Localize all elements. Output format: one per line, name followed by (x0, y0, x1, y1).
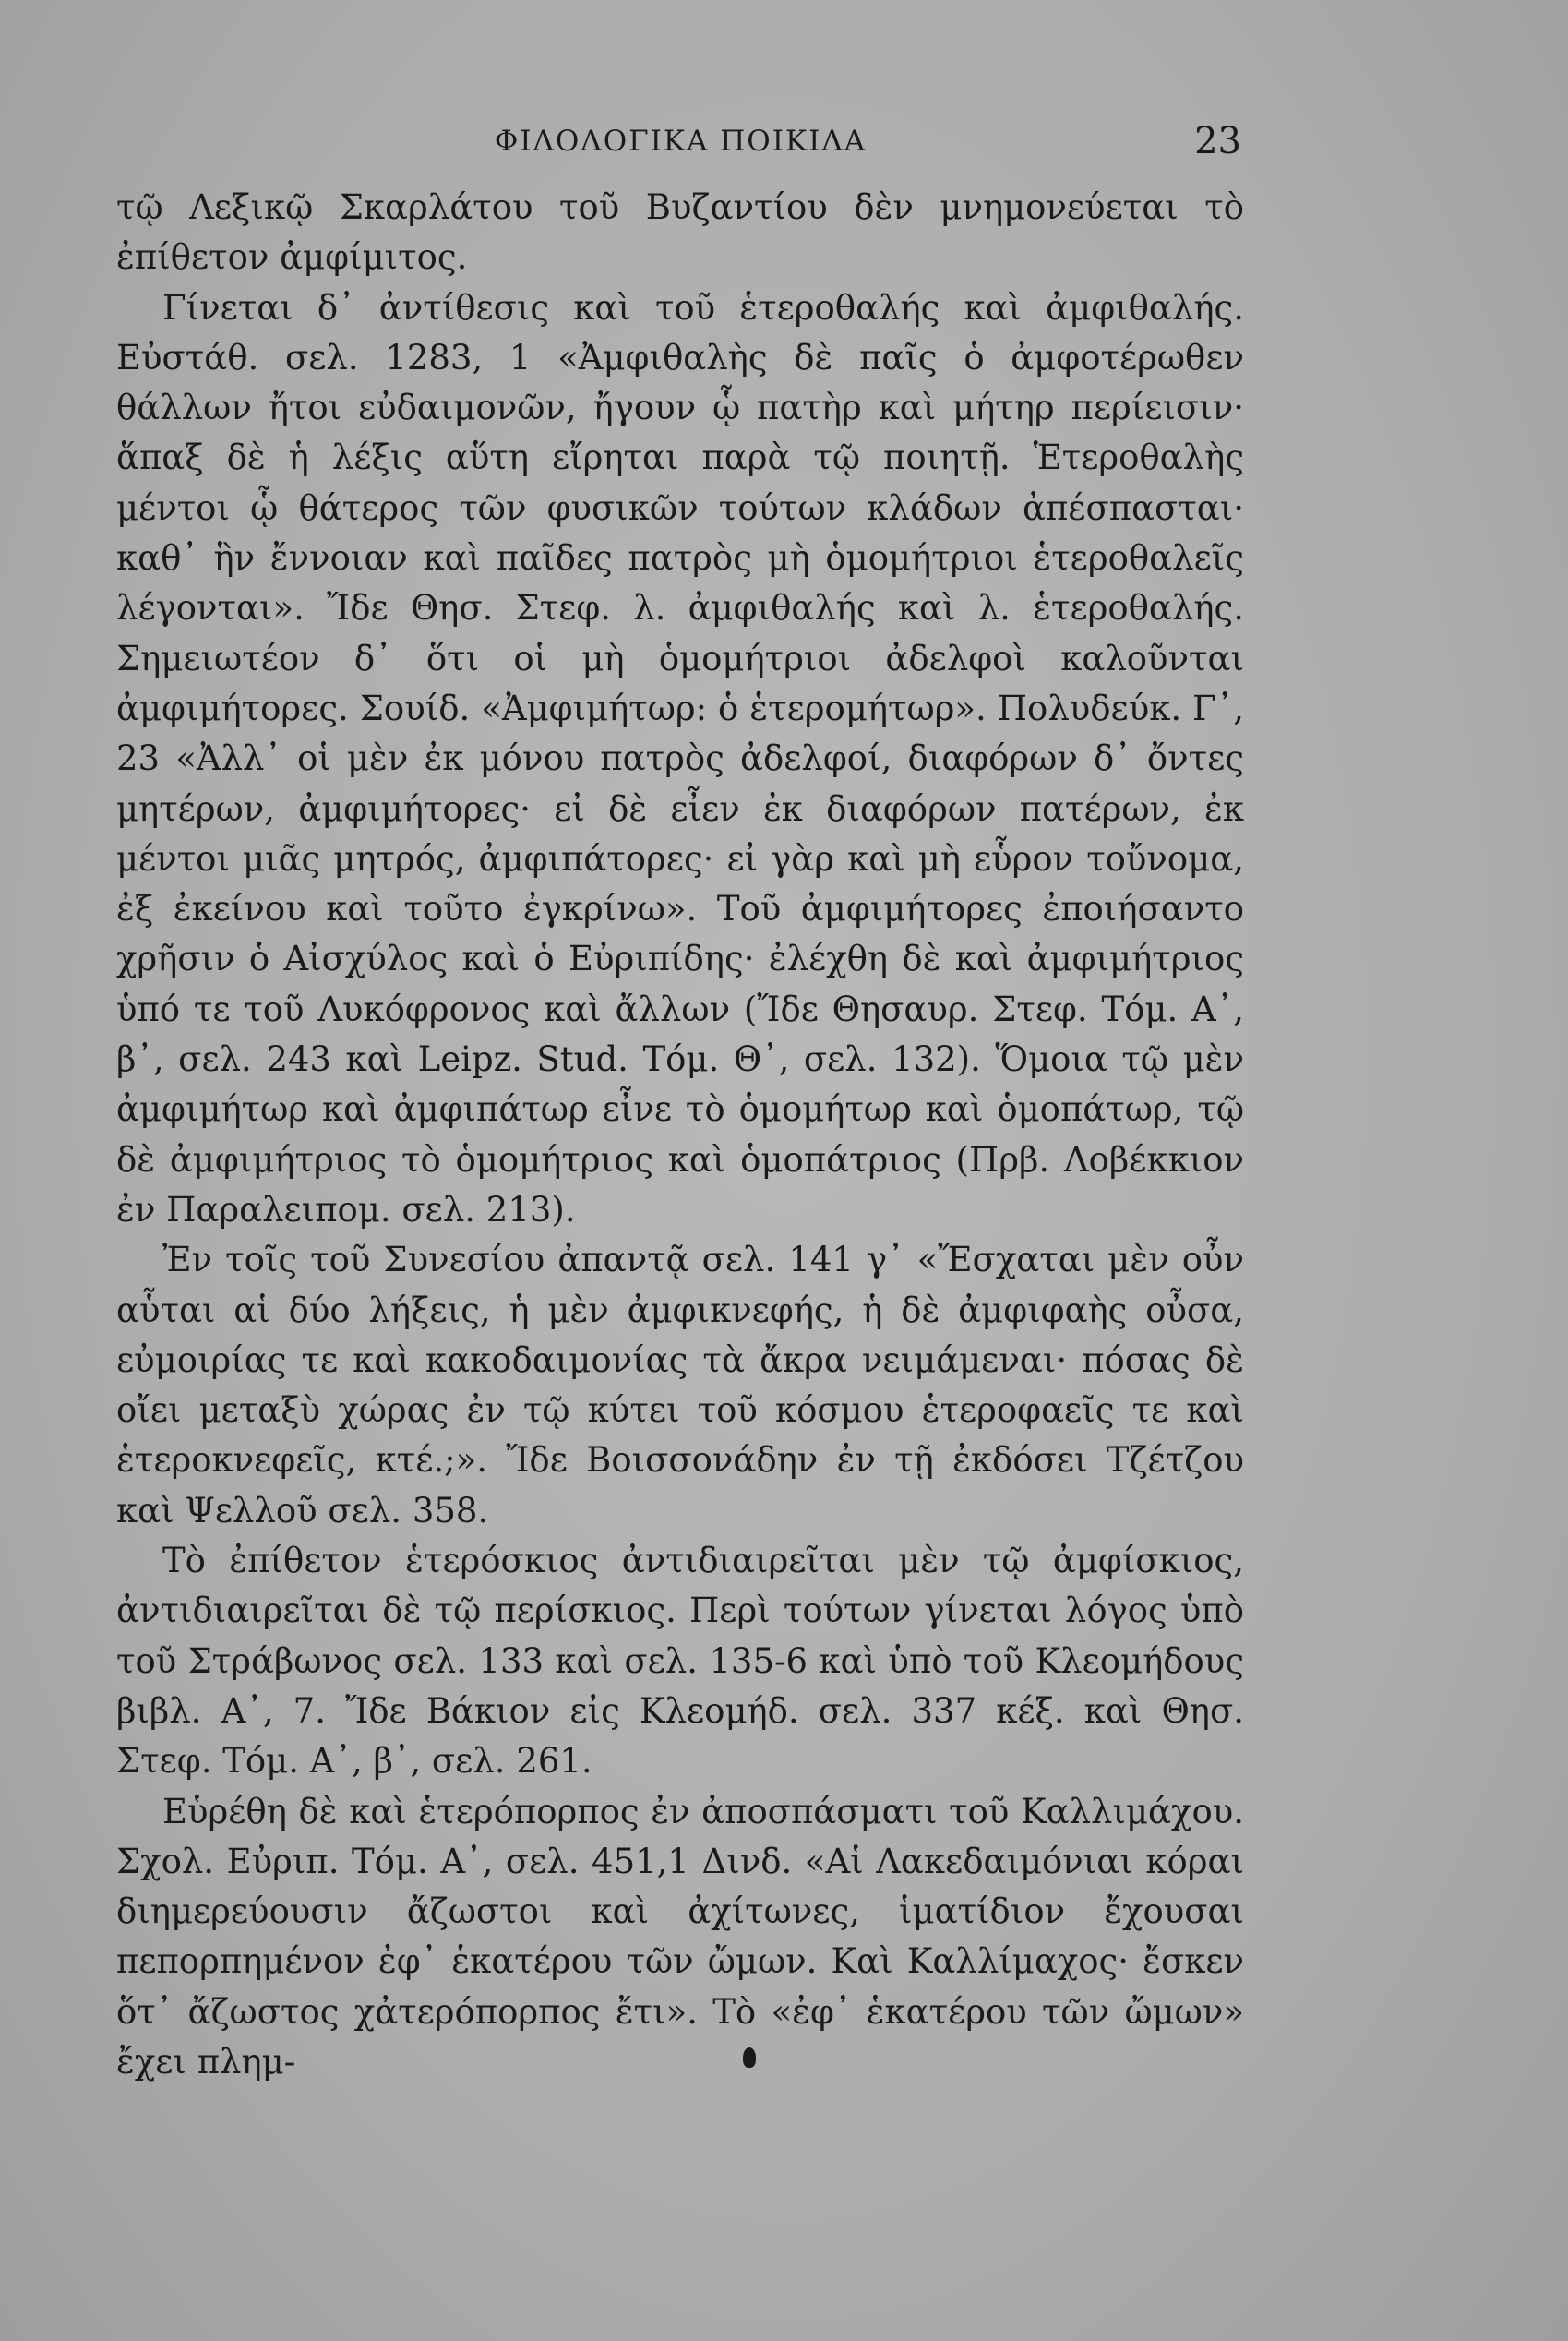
page-number: 23 (1194, 120, 1241, 162)
paragraph-amphithales: Γίνεται δ᾽ ἀντίθεσις καὶ τοῦ ἑτεροθαλής καὶ ἀμφιθαλής. Εὐστάθ. σελ. 1283, 1 «Ἀμφιθαλὴς δὲ παῖς ὁ ἀμφοτέρωθεν θάλλων ἤτοι εὐδαιμονῶν, ἤγουν ᾧ πατὴρ καὶ μήτηρ περίεισιν· ἅπαξ δὲ ἡ λέξις αὕτη εἴρηται παρὰ τῷ ποιητῇ. Ἑτεροθαλὴς μέντοι ᾧ θάτερος τῶν φυσικῶν τούτων κλάδων ἀπέσπασται· καθ᾽ ἣν ἔννοιαν καὶ παῖδες πατρὸς μὴ ὁμομήτριοι ἑτεροθαλεῖς λέγονται». Ἴδε Θησ. Στεφ. λ. ἀμφιθαλής καὶ λ. ἑτεροθαλής. Σημειωτέον δ᾽ ὅτι οἱ μὴ ὁμομήτριοι ἀδελφοὶ καλοῦνται ἀμφιμήτορες. Σουίδ. «Ἀμφιμήτωρ: ὁ ἑτερομήτωρ». Πολυδεύκ. Γ᾽, 23 «Ἀλλ᾽ οἱ μὲν ἐκ μόνου πατρὸς ἀδελφοί, διαφόρων δ᾽ ὄντες μητέρων, ἀμφιμήτορες· εἰ δὲ εἶεν ἐκ διαφόρων πατέρων, ἐκ μέντοι μιᾶς μητρός, ἀμφιπάτορες· εἰ γὰρ καὶ μὴ εὗρον τοὔνομα, ἐξ ἐκείνου καὶ τοῦτο ἐγκρίνω». Τοῦ ἀμφιμήτορες ἐποιήσαντο χρῆσιν ὁ Αἰσχύλος καὶ ὁ Εὐριπίδης· ἐλέχθη δὲ καὶ ἀμφιμήτριος ὑπό τε τοῦ Λυκόφρονος καὶ ἄλλων (Ἴδε Θησαυρ. Στεφ. Τόμ. Α᾽, β᾽, σελ. 243 καὶ Leipz. Stud. Τόμ. Θ᾽, σελ. 132). Ὅμοια τῷ μὲν ἀμφιμήτωρ καὶ ἀμφιπάτωρ εἶνε τὸ ὁμομήτωρ καὶ ὁμοπάτωρ, τῷ δὲ ἀμφιμήτριος τὸ ὁμομήτριος καὶ ὁμοπάτριος (Πρβ. Λοβέκκιον ἐν Παραλειπομ. σελ. 213). (116, 287, 1244, 1230)
paragraph-heteroskios: Τὸ ἐπίθετον ἑτερόσκιος ἀντιδιαιρεῖται μὲν τῷ ἀμφίσκιος, ἀντιδιαιρεῖται δὲ τῷ περίσκιος. Περὶ τούτων γίνεται λόγος ὑπὸ τοῦ Στράβωνος σελ. 133 καὶ σελ. 135-6 καὶ ὑπὸ τοῦ Κλεομήδους βιβλ. Α᾽, 7. Ἴδε Βάκιον εἰς Κλεομήδ. σελ. 337 κέξ. καὶ Θησ. Στεφ. Τόμ. Α᾽, β᾽, σελ. 261. (116, 1541, 1244, 1782)
body-text (116, 183, 1244, 2087)
paragraph-synesius: Ἐν τοῖς τοῦ Συνεσίου ἀπαντᾷ σελ. 141 γ᾽ «Ἔσχαται μὲν οὖν αὗται αἱ δύο λήξεις, ἡ μὲν ἀμφικνεφής, ἡ δὲ ἀμφιφαὴς οὖσα, εὐμοιρίας τε καὶ κακοδαιμονίας τὰ ἄκρα νειμάμεναι· πόσας δὲ οἴει μεταξὺ χώρας ἐν τῷ κύτει τοῦ κόσμου ἑτεροφαεῖς τε καὶ ἑτεροκνεφεῖς, κτέ.;». Ἴδε Βοισσονάδην ἐν τῇ ἐκδόσει Τζέτζου καὶ Ψελλοῦ σελ. 358. (116, 1240, 1244, 1531)
paragraph-heteroporpos: Εὑρέθη δὲ καὶ ἑτερόπορπος ἐν ἀποσπάσματι τοῦ Καλλιμάχου. Σχολ. Εὐριπ. Τόμ. Α᾽, σελ. 451,1 Δινδ. «Αἱ Λακεδαιμόνιαι κόραι διημερεύουσιν ἄζωστοι καὶ ἀχίτωνες, ἱματίδιον ἔχουσαι πεπορπημένον ἐφ᾽ ἑκατέρου τῶν ὤμων. Καὶ Καλλίμαχος· ἔσκεν ὅτ᾽ ἄζωστος χἀτερόπορπος ἔτι». Τὸ «ἐφ᾽ ἑκατέρου τῶν ὤμων» ἔχει πλημ- (116, 1791, 1244, 2082)
ink-mark-ornament (743, 2047, 756, 2068)
page-header (120, 118, 1241, 164)
paragraph-continuation: τῷ Λεξικῷ Σκαρλάτου τοῦ Βυζαντίου δὲν μνημονεύεται τὸ ἐπίθετον ἀμφίμιτος. (116, 187, 1244, 278)
running-title: ΦΙΛΟΛΟΓΙΚΑ ΠΟΙΚΙΛΑ (494, 125, 868, 158)
